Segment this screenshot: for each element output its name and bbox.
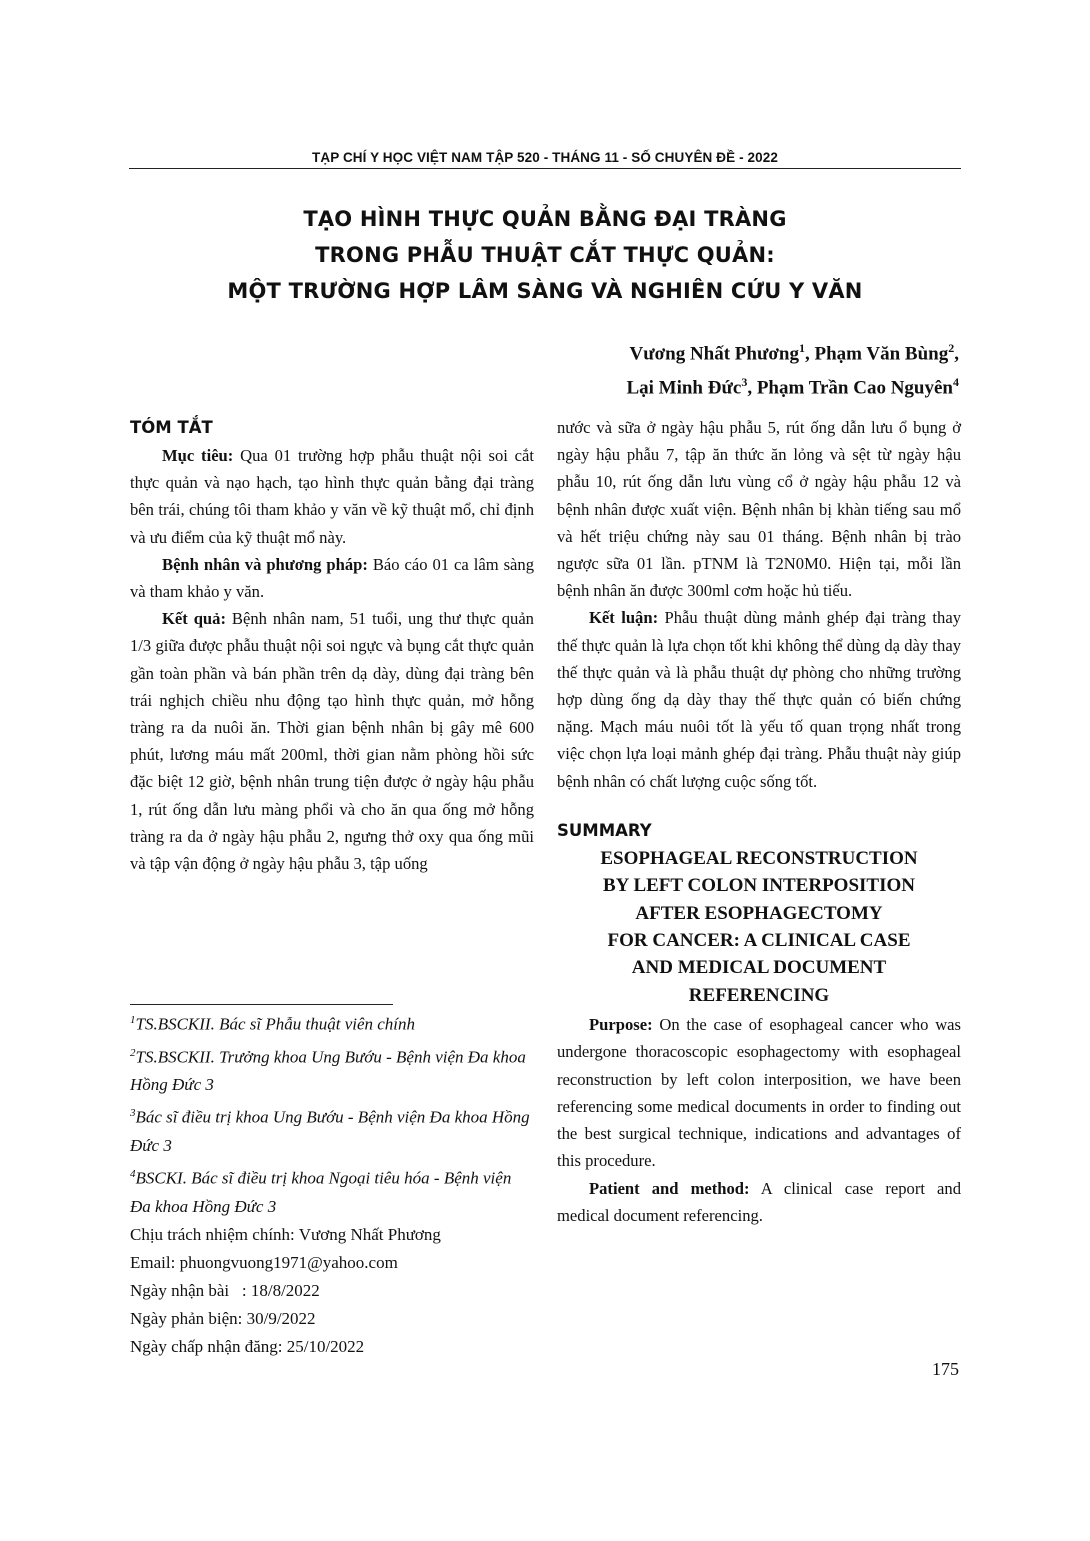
summary-title-line: ESOPHAGEAL RECONSTRUCTION [600,847,918,869]
title-line-2: TRONG PHẪU THUẬT CẮT THỰC QUẢN: [315,243,775,267]
summary-title-line: BY LEFT COLON INTERPOSITION [603,875,915,897]
footnote [130,1160,534,1221]
method-text: A clinical case report and medical document referencing. [557,1178,961,1225]
author-list [499,334,959,403]
footnote-rule [130,1004,393,1005]
footnote-marker: 4 [130,1167,136,1180]
title-line-3: MỘT TRƯỜNG HỢP LÂM SÀNG VÀ NGHIÊN CỨU Y VĂN [227,279,863,303]
objective-label: Mục tiêu: [162,446,234,465]
results-text: Bệnh nhân nam, 51 tuổi, ung thư thực quản 1/3 giữa được phẫu thuật nội soi ngực và bụng cắt thực quản gần toàn phần và bán phần trên dạ dày, dùng đại tràng bên trái nghịch chiều nhu động tạo hình thực quản, mở hỗng tràng ra da nuôi ăn. Thời gian bệnh nhân bị gây mê 600 phút, lương máu mất 200ml, thời gian nằm phòng hồi sức đặc biệt 12 giờ, bệnh nhân trung tiện được ở ngày hậu phẫu 1, rút ống dẫn lưu màng phổi và cho ăn qua ống mở hỗng tràng ra da ở ngày hậu phẫu 2, ngưng thở oxy qua ống mũi và tập vận động ở ngày hậu phẫu 3, tập uống [130,609,534,874]
accepted-date: Ngày chấp nhận đăng: 25/10/2022 [130,1336,365,1356]
footnote-marker: 3 [130,1107,136,1120]
purpose-paragraph [557,1011,961,1174]
author-separator: , [747,377,757,399]
review-date: Ngày phản biện: 30/9/2022 [130,1308,316,1328]
title-line-1: TẠO HÌNH THỰC QUẢN BẰNG ĐẠI TRÀNG [303,207,787,231]
author-line-1 [499,334,959,368]
summary-title-line: FOR CANCER: A CLINICAL CASE [607,930,911,952]
footnote [130,1039,534,1100]
method-paragraph [557,1175,961,1229]
methods-text: Báo cáo 01 ca lâm sàng và tham khảo y văn. [130,554,534,602]
footnote-text: TS.BSCKII. Trưởng khoa Ung Bướu - Bệnh viện Đa khoa Hồng Đức 3 [130,1047,526,1095]
footnote-marker: 1 [130,1014,136,1026]
results-paragraph-continued: nước và sữa ở ngày hậu phẫu 5, rút ống dẫn lưu ổ bụng ở ngày hậu phẫu 7, tập ăn thức ăn lỏng và sệt từ ngày hậu phẫu 10, rút ống dẫn lưu vùng cổ ở ngày hậu phẫu 12 và bệnh nhân được xuất viện. Bệnh nhân bị khàn tiếng sau mổ và hết triệu chứng này sau 01 tháng. Bệnh nhân bị trào ngược sữa 01 lần. pTNM là T2N0M0. Hiện tại, mỗi lần bệnh nhân ăn được 300ml cơm hoặc hủ tiếu. [557,418,961,601]
author-affiliation-marker: 1 [798,341,805,355]
author-name: Phạm Văn Bùng [814,343,949,365]
footnotes [130,1004,534,1361]
footnote-text: BSCKI. Bác sĩ điều trị khoa Ngoại tiêu hóa - Bệnh viện Đa khoa Hồng Đức 3 [130,1168,512,1216]
author-name: Phạm Trần Cao Nguyên [756,377,953,399]
author-line-2 [499,368,959,402]
author-affiliation-marker: 3 [741,375,748,390]
article-title [140,201,950,309]
method-label: Patient and method: [589,1178,750,1198]
author-affiliation-marker: 2 [948,341,955,355]
left-column [130,414,534,877]
summary-title-line: AND MEDICAL DOCUMENT [631,957,887,979]
page-number: 175 [932,1359,959,1379]
author-name: Lại Minh Đức [626,377,742,399]
received-date: Ngày nhận bài : 18/8/2022 [130,1280,320,1300]
summary-heading: SUMMARY [557,820,652,840]
author-separator: , [954,343,959,365]
header-rule [129,168,961,169]
purpose-text: On the case of esophageal cancer who was undergone thoracoscopic esophagectomy with esophageal reconstruction by left colon interposition, we have been referencing some medical documents in order to finding out the best surgical technique, indications and advantages of this procedure. [557,1015,961,1171]
responsible-author: Chịu trách nhiệm chính: Vương Nhất Phương [130,1224,441,1244]
author-affiliation-marker: 4 [953,375,959,390]
conclusion-text: Phẫu thuật dùng mảnh ghép đại tràng thay thế thực quản là lựa chọn tốt khi không thể dùng dạ dày thay thế thực quản và là phẫu thuật dự phòng cho những trường hợp dùng ống dạ dày thay thế thực quản có biến chứng nặng. Mạch máu nuôi tốt là yếu tố quan trọng nhất trong việc chọn lựa loại mảnh ghép đại tràng. Phẫu thuật này giúp bệnh nhân có chất lượng cuộc sống tốt. [557,608,961,791]
conclusion-paragraph [557,604,961,794]
abstract-heading: TÓM TẮT [130,418,213,437]
summary-title-line: AFTER ESOPHAGECTOMY [635,902,883,924]
objective-text: Qua 01 trường hợp phẫu thuật nội soi cắt thực quản và nạo hạch, tạo hình thực quản bằng đại tràng bên trái, chúng tôi tham khảo y văn về kỹ thuật mổ, chỉ định và ưu điểm của kỹ thuật mổ này. [130,446,534,547]
footnote [130,1006,534,1039]
footnote-text: Bác sĩ điều trị khoa Ung Bướu - Bệnh viện Đa khoa Hồng Đức 3 [130,1107,530,1155]
conclusion-label: Kết luận: [589,608,659,628]
footnote-marker: 2 [130,1046,136,1059]
results-paragraph [130,605,534,877]
email-line: Email: phuongvuong1971@yahoo.com [130,1252,398,1272]
methods-paragraph [130,551,534,605]
purpose-label: Purpose: [589,1015,653,1035]
author-name: Vương Nhất Phương [629,343,799,365]
methods-label: Bệnh nhân và phương pháp: [162,554,368,574]
summary-title-line: REFERENCING [688,984,830,1006]
journal-header: TẠP CHÍ Y HỌC VIỆT NAM TẬP 520 - THÁNG 11 - SỐ CHUYÊN ĐỀ - 2022 [312,150,778,165]
objective-paragraph [130,442,534,551]
footnote [130,1099,534,1160]
footnote-text: TS.BSCKII. Bác sĩ Phẫu thuật viên chính [135,1014,416,1034]
author-separator: , [804,343,815,365]
results-label: Kết quả: [162,609,226,629]
right-column [557,414,961,1229]
summary-title [557,845,961,1009]
